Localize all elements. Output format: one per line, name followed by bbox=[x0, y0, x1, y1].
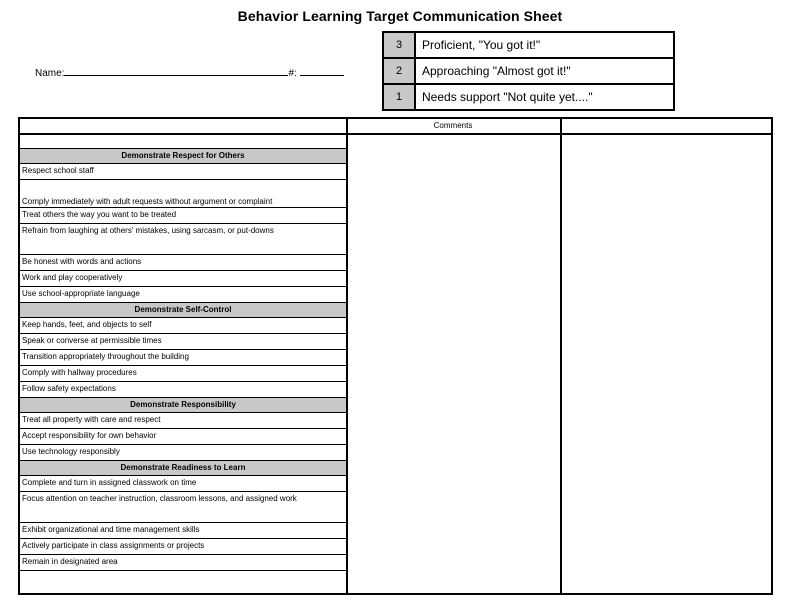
target-row: Work and play cooperatively bbox=[20, 271, 346, 287]
scale-row bbox=[384, 33, 673, 59]
scale-description: Proficient, "You got it!" bbox=[422, 38, 541, 52]
target-row: Use technology responsibly bbox=[20, 445, 346, 461]
behavior-table bbox=[18, 117, 773, 595]
target-row: Accept responsibility for own behavior bbox=[20, 429, 346, 445]
scale-number: 1 bbox=[384, 85, 416, 109]
name-label: Name: bbox=[35, 68, 65, 79]
number-label: #: bbox=[288, 68, 297, 79]
scale-description: Approaching "Almost got it!" bbox=[422, 64, 571, 78]
category-row: Demonstrate Responsibility bbox=[20, 398, 346, 413]
target-row: Treat others the way you want to be treated bbox=[20, 208, 346, 224]
target-row: Comply immediately with adult requests without argument or complaint bbox=[20, 180, 346, 208]
target-row: Keep hands, feet, and objects to self bbox=[20, 318, 346, 334]
target-row: Treat all property with care and respect bbox=[20, 413, 346, 429]
target-row: Comply with hallway procedures bbox=[20, 366, 346, 382]
extra-comments-cell[interactable] bbox=[562, 135, 771, 593]
scale-description: Needs support "Not quite yet...." bbox=[422, 90, 593, 104]
target-row: Exhibit organizational and time management skills bbox=[20, 523, 346, 539]
scale-row bbox=[384, 85, 673, 109]
target-row: Use school-appropriate language bbox=[20, 287, 346, 303]
number-field[interactable] bbox=[300, 67, 344, 76]
name-number-line bbox=[35, 67, 344, 79]
target-row: Complete and turn in assigned classwork on time bbox=[20, 476, 346, 492]
target-row: Transition appropriately throughout the building bbox=[20, 350, 346, 366]
target-row: Remain in designated area bbox=[20, 555, 346, 571]
category-row: Demonstrate Readiness to Learn bbox=[20, 461, 346, 476]
target-row: Actively participate in class assignments or projects bbox=[20, 539, 346, 555]
target-row: Refrain from laughing at others' mistakes, using sarcasm, or put-downs bbox=[20, 224, 346, 255]
category-row: Demonstrate Respect for Others bbox=[20, 149, 346, 164]
scale-number: 2 bbox=[384, 59, 416, 83]
target-row: Focus attention on teacher instruction, classroom lessons, and assigned work bbox=[20, 492, 346, 523]
target-row: Follow safety expectations bbox=[20, 382, 346, 398]
target-row: Be honest with words and actions bbox=[20, 255, 346, 271]
scale-number: 3 bbox=[384, 33, 416, 57]
category-row: Demonstrate Self-Control bbox=[20, 303, 346, 318]
scale-row bbox=[384, 59, 673, 85]
target-row: Speak or converse at permissible times bbox=[20, 334, 346, 350]
target-row: Respect school staff bbox=[20, 164, 346, 180]
blank-row bbox=[20, 135, 346, 149]
page-title: Behavior Learning Target Communication Sheet bbox=[237, 8, 563, 24]
rating-scale bbox=[382, 31, 675, 111]
comments-cell[interactable] bbox=[348, 135, 560, 593]
name-field[interactable] bbox=[64, 67, 288, 76]
comments-header: Comments bbox=[433, 121, 473, 130]
